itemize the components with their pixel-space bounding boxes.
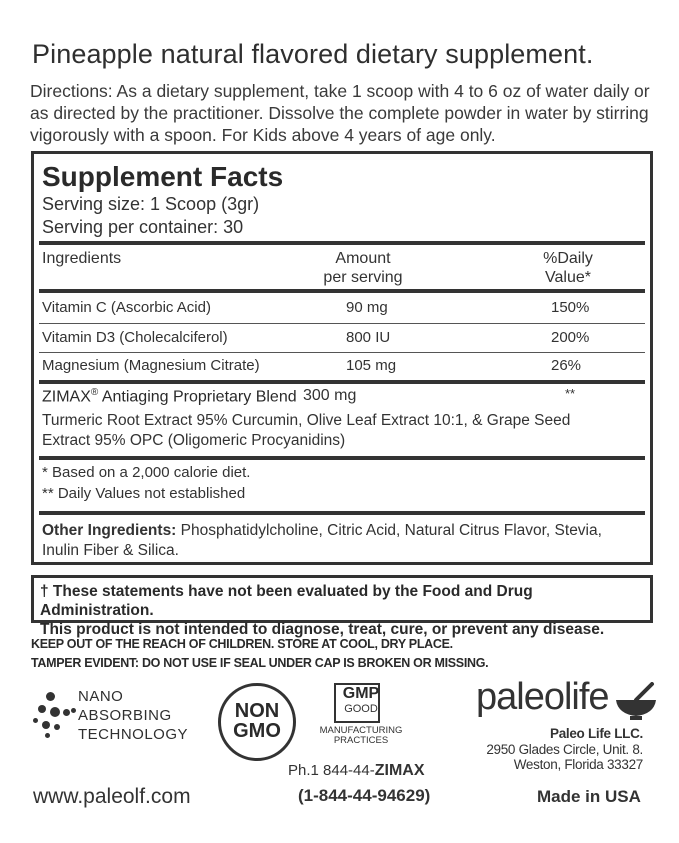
disclaimer-line2: This product is not intended to diagnose, treat, cure, or prevent any disease. bbox=[40, 621, 605, 638]
nano-line: ABSORBING bbox=[78, 707, 172, 724]
nano-text bbox=[78, 687, 188, 744]
blend-name: Antiaging Proprietary Blend bbox=[101, 388, 297, 406]
blend-title bbox=[42, 387, 297, 406]
blend-description: Turmeric Root Extract 95% Curcumin, Olive Leaf Extract 10:1, & Grape Seed Extract 95% OPC (Oligomeric Procyanidins) bbox=[42, 412, 571, 449]
row-daily-value: 200% bbox=[551, 329, 590, 346]
gmp-good: GOOD bbox=[344, 703, 378, 715]
non-gmo-line1: NON bbox=[234, 700, 280, 722]
gmp-subtitle bbox=[311, 726, 411, 746]
blend-daily-value: ** bbox=[565, 386, 576, 401]
table-row bbox=[42, 329, 642, 353]
divider-thick bbox=[39, 511, 645, 515]
header-ingredients: Ingredients bbox=[42, 250, 122, 267]
row-ingredient: Magnesium (Magnesium Citrate) bbox=[42, 357, 260, 374]
table-row bbox=[42, 357, 642, 381]
mortar-pestle-icon bbox=[614, 682, 658, 722]
gmp-badge bbox=[311, 683, 411, 753]
phone-numeric: (1-844-44-94629) bbox=[298, 786, 431, 805]
disclaimer-line1: † These statements have not been evaluated by the Food and Drug Administration. bbox=[40, 583, 533, 619]
header-daily-value bbox=[528, 249, 608, 287]
header-amount-line2: per serving bbox=[323, 269, 403, 286]
serving-size: Serving size: 1 Scoop (3gr) bbox=[42, 194, 260, 214]
blend-brand: ZIMAX bbox=[42, 388, 91, 406]
header-amount-line1: Amount bbox=[335, 250, 391, 267]
row-ingredient: Vitamin C (Ascorbic Acid) bbox=[42, 299, 211, 316]
non-gmo-line2: GMO bbox=[233, 720, 281, 742]
divider-thin bbox=[39, 323, 645, 324]
divider-thick bbox=[39, 380, 645, 384]
divider-thin bbox=[39, 352, 645, 353]
company-address2: Weston, Florida 33327 bbox=[513, 757, 643, 772]
facts-title: Supplement Facts bbox=[42, 161, 284, 192]
row-daily-value: 150% bbox=[551, 299, 590, 316]
row-amount: 800 IU bbox=[346, 329, 391, 346]
phone-prefix: Ph.1 844-44- bbox=[288, 762, 375, 779]
row-amount: 90 mg bbox=[346, 299, 388, 316]
blend-amount: 300 mg bbox=[303, 387, 357, 404]
directions: Directions: As a dietary supplement, take 1 scoop with 4 to 6 oz of water daily or as directed by the practitioner. Dissolve the complete powder in water by stirring vigorously with a spoon. For Kids above 4 years of age only. bbox=[30, 81, 650, 145]
warning-tamper: TAMPER EVIDENT: DO NOT USE IF SEAL UNDER CAP IS BROKEN OR MISSING. bbox=[31, 656, 489, 670]
company-address1: 2950 Glades Circle, Unit. 8. bbox=[486, 742, 643, 757]
divider-thick bbox=[39, 241, 645, 245]
phone-word: ZIMAX bbox=[374, 762, 425, 779]
supplement-facts-panel bbox=[31, 151, 653, 565]
fda-disclaimer bbox=[31, 575, 653, 638]
company-name: Paleo Life LLC. bbox=[549, 726, 643, 741]
header-dv-line2: Value* bbox=[545, 269, 591, 286]
tagline: Pineapple natural flavored dietary supplement. bbox=[32, 39, 594, 69]
divider-thick bbox=[39, 289, 645, 293]
other-ingredients bbox=[42, 521, 642, 561]
other-ingredients-label: Other Ingredients: bbox=[42, 522, 177, 539]
footnote-dv: ** Daily Values not established bbox=[42, 485, 246, 502]
servings-per-container: Serving per container: 30 bbox=[42, 217, 244, 237]
nano-line: TECHNOLOGY bbox=[78, 726, 189, 743]
other-ingredients-text: Phosphatidylcholine, Citric Acid, Natural Citrus Flavor, Stevia, Inulin Fiber & Silica. bbox=[42, 522, 602, 559]
website-url: www.paleolf.com bbox=[33, 785, 191, 808]
warning-children: KEEP OUT OF THE REACH OF CHILDREN. STORE AT COOL, DRY PLACE. bbox=[31, 637, 453, 651]
nano-line: NANO bbox=[78, 688, 124, 705]
paleolife-logo: paleolife bbox=[476, 676, 609, 718]
footnote-calorie: * Based on a 2,000 calorie diet. bbox=[42, 464, 251, 481]
phone-vanity bbox=[288, 762, 425, 780]
gmp-label: GMP bbox=[342, 685, 380, 702]
registered-mark: ® bbox=[90, 387, 99, 398]
nano-absorbing-badge bbox=[33, 687, 213, 747]
row-daily-value: 26% bbox=[551, 357, 582, 374]
row-amount: 105 mg bbox=[346, 357, 397, 374]
header-amount bbox=[323, 249, 403, 287]
table-row bbox=[42, 299, 642, 323]
non-gmo-badge bbox=[218, 683, 296, 761]
gmp-subtitle-line: PRACTICES bbox=[333, 735, 389, 746]
header-dv-line1: %Daily bbox=[543, 250, 593, 267]
made-in-usa: Made in USA bbox=[537, 787, 641, 806]
gmp-subtitle-line: MANUFACTURING bbox=[319, 725, 403, 736]
divider-thick bbox=[39, 456, 645, 460]
row-ingredient: Vitamin D3 (Cholecalciferol) bbox=[42, 329, 228, 346]
